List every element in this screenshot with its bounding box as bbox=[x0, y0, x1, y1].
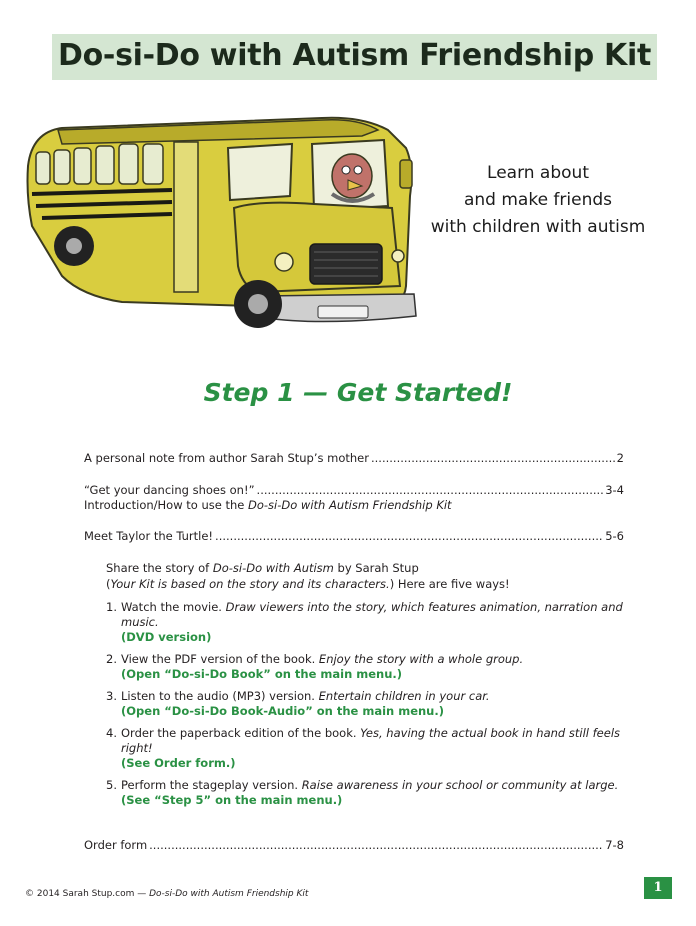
way-item bbox=[106, 689, 626, 719]
share-kit-note: Your Kit is based on the story and its characters. bbox=[110, 577, 390, 591]
share-line-1 bbox=[106, 560, 510, 576]
way-note: (Open “Do-si-Do Book” on the main menu.) bbox=[121, 667, 403, 681]
share-book-title: Do-si-Do with Autism bbox=[212, 561, 334, 575]
tagline bbox=[418, 160, 658, 241]
footer-copyright bbox=[25, 889, 308, 899]
way-italic: Enjoy the story with a whole group. bbox=[318, 652, 524, 666]
toc-intro-title: Do-si-Do with Autism Friendship Kit bbox=[248, 498, 452, 512]
share-line-2 bbox=[106, 576, 510, 592]
way-italic: Draw viewers into the story, which features animation, narration and music. bbox=[121, 600, 623, 629]
way-italic: Yes, having the actual book in hand still feels right! bbox=[121, 726, 621, 755]
toc-page: 7-8 bbox=[605, 838, 624, 852]
way-note: (See “Step 5” on the main menu.) bbox=[121, 793, 343, 807]
bus-door bbox=[174, 142, 198, 292]
way-note: (Open “Do-si-Do Book-Audio” on the main menu.) bbox=[121, 704, 444, 718]
toc-entry-intro bbox=[84, 498, 452, 512]
page-title: Do-si-Do with Autism Friendship Kit bbox=[58, 38, 652, 73]
share-suffix: by Sarah Stup bbox=[333, 561, 419, 575]
toc-page: 2 bbox=[616, 451, 624, 465]
way-number: 5. bbox=[106, 778, 117, 792]
toc-leader bbox=[215, 529, 603, 543]
way-italic: Entertain children in your car. bbox=[318, 689, 490, 703]
toc-label: Meet Taylor the Turtle! bbox=[84, 529, 214, 543]
tagline-line-2: and make friends bbox=[463, 190, 613, 210]
way-number: 4. bbox=[106, 726, 117, 740]
step-heading: Step 1 — Get Started! bbox=[203, 378, 513, 407]
share-intro bbox=[106, 560, 510, 592]
toc-entry-note bbox=[84, 451, 624, 465]
way-text: View the PDF version of the book. bbox=[121, 652, 319, 666]
way-italic: Raise awareness in your school or community at large. bbox=[301, 778, 619, 792]
way-text: Watch the movie. bbox=[121, 600, 226, 614]
license-plate bbox=[318, 306, 368, 318]
way-item bbox=[106, 600, 626, 645]
toc-leader bbox=[371, 451, 615, 465]
toc-page: 3-4 bbox=[605, 483, 624, 497]
way-item bbox=[106, 778, 626, 808]
way-text: Order the paperback edition of the book. bbox=[121, 726, 361, 740]
toc-label: A personal note from author Sarah Stup’s mother bbox=[84, 451, 369, 465]
toc-entry-taylor bbox=[84, 529, 624, 543]
way-text: Perform the stageplay version. bbox=[121, 778, 302, 792]
way-number: 2. bbox=[106, 652, 117, 666]
footer-prefix: © 2014 Sarah Stup.com — bbox=[25, 889, 150, 899]
tagline-line-3: with children with autism bbox=[430, 217, 646, 237]
toc-leader bbox=[257, 483, 604, 497]
tagline-line-1: Learn about bbox=[487, 163, 589, 183]
toc-entry-order bbox=[84, 838, 624, 852]
headlight-right bbox=[392, 250, 404, 262]
way-note: (See Order form.) bbox=[121, 756, 236, 770]
bus-windshield bbox=[228, 144, 292, 200]
bus-grille bbox=[310, 244, 382, 284]
way-number: 1. bbox=[106, 600, 117, 614]
side-mirror bbox=[400, 160, 412, 188]
share-prefix: Share the story of bbox=[106, 561, 213, 575]
way-number: 3. bbox=[106, 689, 117, 703]
way-item bbox=[106, 652, 626, 682]
share-five-ways: ) Here are five ways! bbox=[389, 577, 510, 591]
footer-kit-title: Do-si-Do with Autism Friendship Kit bbox=[149, 889, 309, 899]
way-text: Listen to the audio (MP3) version. bbox=[121, 689, 319, 703]
toc-entry-dancing bbox=[84, 483, 624, 497]
school-bus-illustration bbox=[22, 96, 422, 336]
toc-label: Order form bbox=[84, 838, 148, 852]
toc-label: “Get your dancing shoes on!” bbox=[84, 483, 255, 497]
way-note: (DVD version) bbox=[121, 630, 212, 644]
headlight-left bbox=[275, 253, 293, 271]
toc-page: 5-6 bbox=[605, 529, 624, 543]
page-number-badge: 1 bbox=[644, 877, 672, 899]
toc-leader bbox=[149, 838, 603, 852]
five-ways-list bbox=[106, 600, 626, 815]
way-item bbox=[106, 726, 626, 771]
toc-intro-prefix: Introduction/How to use the bbox=[84, 498, 248, 512]
share-paren-open: ( bbox=[106, 577, 111, 591]
